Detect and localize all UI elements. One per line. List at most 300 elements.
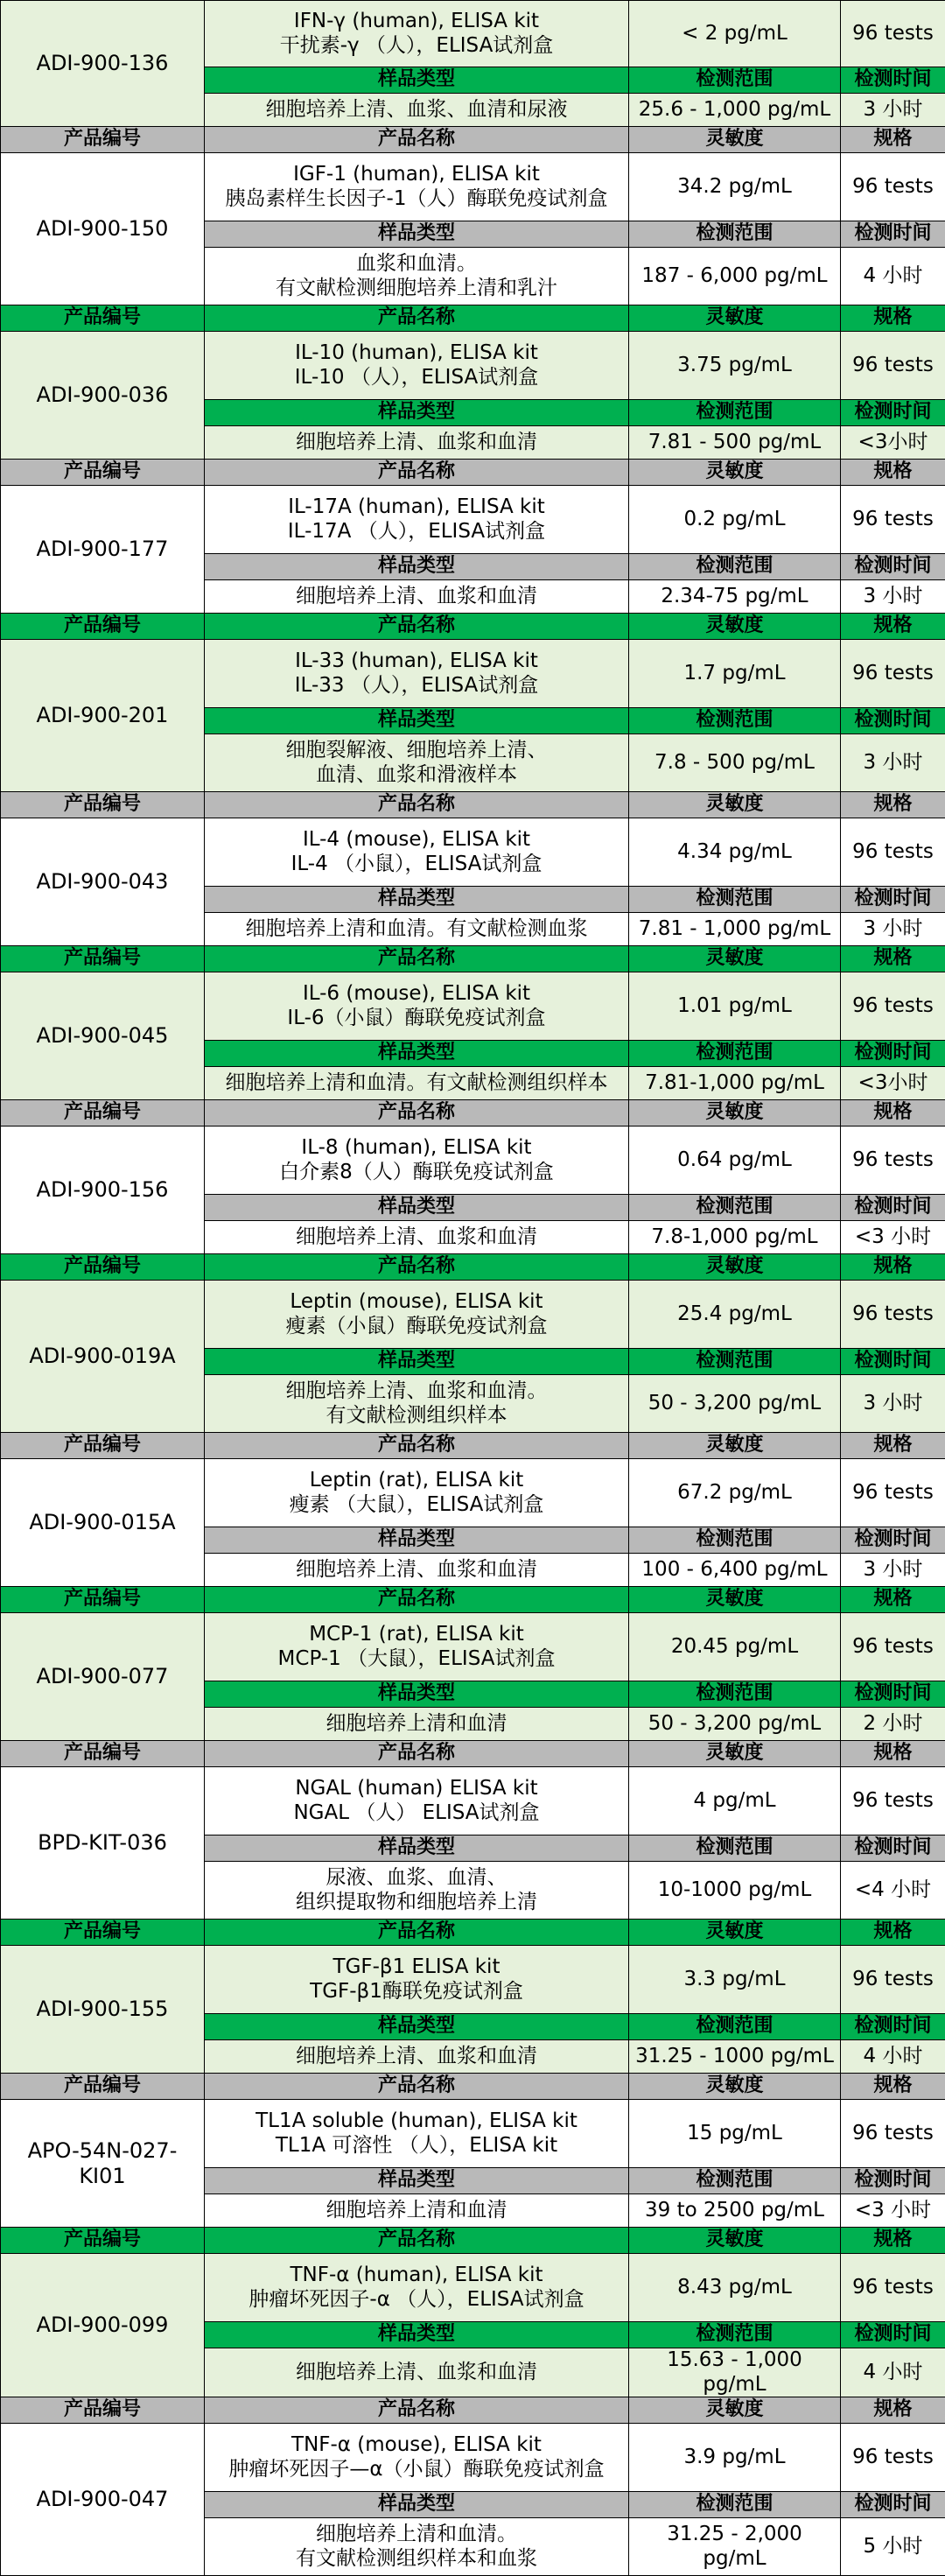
sample-type-line: 血清、血浆和滑液样本	[208, 763, 625, 788]
product-id: ADI-900-043	[1, 818, 205, 946]
sample-type-value	[205, 1554, 629, 1587]
header-sample-type: 样品类型	[205, 1195, 629, 1221]
spec-value: 96 tests	[841, 1767, 945, 1835]
sample-type-line: 细胞培养上清、血浆、血清和尿液	[208, 98, 625, 123]
header-detection-range: 检测范围	[629, 2322, 841, 2348]
header-detection-time: 检测时间	[841, 2168, 945, 2194]
detection-time-value: 4 小时	[841, 2040, 945, 2074]
product-name-row	[1, 640, 945, 708]
header-spec: 规格	[841, 1587, 945, 1613]
header-product-name: 产品名称	[205, 2397, 629, 2424]
header-product-id: 产品编号	[1, 946, 205, 972]
sample-type-value	[205, 1221, 629, 1254]
header-product-name: 产品名称	[205, 1920, 629, 1946]
product-header-row	[1, 460, 945, 486]
header-sample-type: 样品类型	[205, 1041, 629, 1067]
header-detection-range: 检测范围	[629, 2014, 841, 2040]
product-name-cn: IL-6（小鼠）酶联免疫试剂盒	[208, 1007, 625, 1031]
header-detection-time: 检测时间	[841, 1835, 945, 1862]
header-detection-range: 检测范围	[629, 554, 841, 580]
product-name-row	[1, 153, 945, 221]
detection-range-value: 50 - 3,200 pg/mL	[629, 1708, 841, 1741]
header-spec: 规格	[841, 792, 945, 818]
product-header-row	[1, 1433, 945, 1459]
product-name-cn: IL-10 （人），ELISA试剂盒	[208, 366, 625, 390]
product-name-en: Leptin (mouse), ELISA kit	[208, 1290, 625, 1315]
product-name-en: IL-33 (human), ELISA kit	[208, 649, 625, 674]
product-id: ADI-900-019A	[1, 1281, 205, 1433]
detection-range-value: 7.81 - 1,000 pg/mL	[629, 913, 841, 946]
sensitivity-value: 3.75 pg/mL	[629, 332, 841, 400]
header-sample-type: 样品类型	[205, 2322, 629, 2348]
product-name-cn: IL-33 （人），ELISA试剂盒	[208, 674, 625, 698]
product-name-en: IL-10 (human), ELISA kit	[208, 341, 625, 366]
header-sensitivity: 灵敏度	[629, 614, 841, 640]
header-spec: 规格	[841, 1254, 945, 1281]
spec-value: 96 tests	[841, 332, 945, 400]
header-product-name: 产品名称	[205, 127, 629, 153]
header-spec: 规格	[841, 1920, 945, 1946]
sensitivity-value: 67.2 pg/mL	[629, 1459, 841, 1527]
header-detection-time: 检测时间	[841, 554, 945, 580]
sensitivity-value: 0.64 pg/mL	[629, 1127, 841, 1195]
sample-type-line: 有文献检测组织样本和血浆	[208, 2547, 625, 2572]
header-sample-type: 样品类型	[205, 2492, 629, 2518]
sample-type-line: 细胞培养上清和血清	[208, 1712, 625, 1737]
detection-time-value: <3小时	[841, 426, 945, 460]
product-name	[205, 640, 629, 708]
header-sensitivity: 灵敏度	[629, 127, 841, 153]
sensitivity-value: 0.2 pg/mL	[629, 486, 841, 554]
header-product-name: 产品名称	[205, 1100, 629, 1127]
product-name-row	[1, 972, 945, 1041]
sample-type-value	[205, 2518, 629, 2576]
product-name	[205, 1946, 629, 2014]
header-detection-range: 检测范围	[629, 221, 841, 248]
header-detection-time: 检测时间	[841, 887, 945, 913]
spec-value: 96 tests	[841, 2100, 945, 2168]
product-name	[205, 2100, 629, 2168]
product-header-row	[1, 2074, 945, 2100]
header-product-name: 产品名称	[205, 305, 629, 332]
header-product-id: 产品编号	[1, 1587, 205, 1613]
product-name-cn: IL-17A （人），ELISA试剂盒	[208, 520, 625, 544]
sensitivity-value: 20.45 pg/mL	[629, 1613, 841, 1681]
product-name-row	[1, 332, 945, 400]
header-sample-type: 样品类型	[205, 221, 629, 248]
sensitivity-value: 25.4 pg/mL	[629, 1281, 841, 1349]
header-spec: 规格	[841, 127, 945, 153]
header-sample-type: 样品类型	[205, 67, 629, 94]
header-spec: 规格	[841, 2074, 945, 2100]
header-detection-range: 检测范围	[629, 1349, 841, 1375]
header-detection-range: 检测范围	[629, 67, 841, 94]
header-product-name: 产品名称	[205, 1433, 629, 1459]
product-header-row	[1, 2397, 945, 2424]
product-name-cn: 肿瘤坏死因子—α（小鼠）酶联免疫试剂盒	[208, 2458, 625, 2482]
product-name-row	[1, 2424, 945, 2492]
spec-value: 96 tests	[841, 1946, 945, 2014]
detection-range-value: 39 to 2500 pg/mL	[629, 2194, 841, 2228]
detection-range-value: 10-1000 pg/mL	[629, 1862, 841, 1920]
header-sensitivity: 灵敏度	[629, 2228, 841, 2254]
product-name-en: IFN-γ (human), ELISA kit	[208, 10, 625, 34]
product-name-row	[1, 818, 945, 887]
header-product-id: 产品编号	[1, 1100, 205, 1127]
product-name-en: IL-6 (mouse), ELISA kit	[208, 982, 625, 1007]
detection-range-value: 7.8 - 500 pg/mL	[629, 734, 841, 792]
sample-type-value	[205, 1067, 629, 1100]
sample-type-line: 细胞培养上清、血浆和血清	[208, 2361, 625, 2385]
detection-time-value: 5 小时	[841, 2518, 945, 2576]
sample-type-line: 细胞培养上清和血清。有文献检测组织样本	[208, 1071, 625, 1096]
detection-time-value: 3 小时	[841, 94, 945, 127]
sample-type-line: 细胞培养上清、血浆和血清	[208, 2045, 625, 2069]
header-product-name: 产品名称	[205, 2074, 629, 2100]
detection-range-value: 7.8-1,000 pg/mL	[629, 1221, 841, 1254]
product-header-row	[1, 305, 945, 332]
sample-type-line: 细胞培养上清、血浆和血清	[208, 1225, 625, 1250]
sample-type-value	[205, 734, 629, 792]
product-name	[205, 1, 629, 67]
product-name-en: TNF-α (human), ELISA kit	[208, 2264, 625, 2288]
sample-type-line: 细胞培养上清、血浆和血清	[208, 585, 625, 609]
product-id: ADI-900-099	[1, 2254, 205, 2397]
header-product-id: 产品编号	[1, 1741, 205, 1767]
header-spec: 规格	[841, 2397, 945, 2424]
sensitivity-value: 4.34 pg/mL	[629, 818, 841, 887]
header-product-id: 产品编号	[1, 1433, 205, 1459]
product-name	[205, 1459, 629, 1527]
product-name	[205, 972, 629, 1041]
product-name	[205, 818, 629, 887]
header-product-name: 产品名称	[205, 1254, 629, 1281]
product-name-cn: 干扰素-γ （人），ELISA试剂盒	[208, 34, 625, 59]
product-name-en: IL-8 (human), ELISA kit	[208, 1136, 625, 1161]
spec-value: 96 tests	[841, 1613, 945, 1681]
sample-type-line: 有文献检测组织样本	[208, 1404, 625, 1428]
header-detection-range: 检测范围	[629, 887, 841, 913]
header-sample-type: 样品类型	[205, 554, 629, 580]
spec-value: 96 tests	[841, 640, 945, 708]
sample-type-value	[205, 1375, 629, 1433]
header-product-name: 产品名称	[205, 1741, 629, 1767]
header-detection-time: 检测时间	[841, 1195, 945, 1221]
header-product-name: 产品名称	[205, 1587, 629, 1613]
product-id: ADI-900-077	[1, 1613, 205, 1741]
product-name-en: MCP-1 (rat), ELISA kit	[208, 1623, 625, 1647]
header-spec: 规格	[841, 305, 945, 332]
product-header-row	[1, 1254, 945, 1281]
header-product-id: 产品编号	[1, 614, 205, 640]
header-detection-range: 检测范围	[629, 1041, 841, 1067]
detection-range-value: 7.81 - 500 pg/mL	[629, 426, 841, 460]
product-name-en: Leptin (rat), ELISA kit	[208, 1469, 625, 1493]
product-name-en: TNF-α (mouse), ELISA kit	[208, 2433, 625, 2458]
sample-type-value	[205, 2040, 629, 2074]
product-name	[205, 1281, 629, 1349]
sample-type-line: 细胞培养上清、血浆和血清	[208, 1558, 625, 1583]
header-spec: 规格	[841, 460, 945, 486]
detection-range-value: 2.34-75 pg/mL	[629, 580, 841, 614]
header-detection-range: 检测范围	[629, 2492, 841, 2518]
header-sensitivity: 灵敏度	[629, 2074, 841, 2100]
sample-type-value	[205, 913, 629, 946]
sensitivity-value: 3.3 pg/mL	[629, 1946, 841, 2014]
detection-range-value: 187 - 6,000 pg/mL	[629, 248, 841, 305]
spec-value: 96 tests	[841, 486, 945, 554]
product-name	[205, 1613, 629, 1681]
product-header-row	[1, 2228, 945, 2254]
detection-time-value: <4 小时	[841, 1862, 945, 1920]
detection-time-value: 3 小时	[841, 580, 945, 614]
header-detection-range: 检测范围	[629, 1195, 841, 1221]
header-product-id: 产品编号	[1, 2397, 205, 2424]
table-body	[1, 1, 945, 2576]
header-spec: 规格	[841, 1433, 945, 1459]
product-header-row	[1, 1100, 945, 1127]
product-name-en: IL-17A (human), ELISA kit	[208, 495, 625, 520]
product-name-row	[1, 1767, 945, 1835]
product-id: ADI-900-201	[1, 640, 205, 792]
spec-value: 96 tests	[841, 1281, 945, 1349]
detection-range-value: 50 - 3,200 pg/mL	[629, 1375, 841, 1433]
header-product-id: 产品编号	[1, 2228, 205, 2254]
header-sample-type: 样品类型	[205, 400, 629, 426]
header-product-id: 产品编号	[1, 2074, 205, 2100]
sample-type-line: 细胞培养上清和血清。有文献检测血浆	[208, 917, 625, 942]
header-spec: 规格	[841, 1741, 945, 1767]
header-sample-type: 样品类型	[205, 2168, 629, 2194]
product-name	[205, 2424, 629, 2492]
detection-range-value: 15.63 - 1,000 pg/mL	[629, 2348, 841, 2397]
product-name-cn: 瘦素 （大鼠），ELISA试剂盒	[208, 1493, 625, 1518]
header-sample-type: 样品类型	[205, 1681, 629, 1708]
sample-type-value	[205, 248, 629, 305]
product-name-en: TGF-β1 ELISA kit	[208, 1955, 625, 1980]
sample-type-line: 有文献检测细胞培养上清和乳汁	[208, 277, 625, 301]
sample-type-value	[205, 426, 629, 460]
sample-type-value	[205, 1862, 629, 1920]
header-product-id: 产品编号	[1, 305, 205, 332]
product-name-cn: TGF-β1酶联免疫试剂盒	[208, 1980, 625, 2004]
sample-type-line: 组织提取物和细胞培养上清	[208, 1891, 625, 1915]
header-sample-type: 样品类型	[205, 1527, 629, 1554]
spec-value: 96 tests	[841, 2424, 945, 2492]
spec-value: 96 tests	[841, 2254, 945, 2322]
detection-time-value: 2 小时	[841, 1708, 945, 1741]
spec-value: 96 tests	[841, 818, 945, 887]
header-detection-range: 检测范围	[629, 1835, 841, 1862]
detection-time-value: 4 小时	[841, 2348, 945, 2397]
sensitivity-value: 15 pg/mL	[629, 2100, 841, 2168]
product-id: ADI-900-047	[1, 2424, 205, 2576]
header-spec: 规格	[841, 2228, 945, 2254]
product-name	[205, 1767, 629, 1835]
product-id: ADI-900-036	[1, 332, 205, 460]
sensitivity-value: 34.2 pg/mL	[629, 153, 841, 221]
sample-type-line: 细胞培养上清、血浆和血清	[208, 431, 625, 455]
header-sample-type: 样品类型	[205, 2014, 629, 2040]
sample-type-value	[205, 1708, 629, 1741]
product-name-cn: NGAL （人） ELISA试剂盒	[208, 1801, 625, 1826]
detection-time-value: 3 小时	[841, 913, 945, 946]
header-spec: 规格	[841, 614, 945, 640]
header-sensitivity: 灵敏度	[629, 1920, 841, 1946]
sample-type-value	[205, 2194, 629, 2228]
header-detection-time: 检测时间	[841, 708, 945, 734]
header-detection-time: 检测时间	[841, 1041, 945, 1067]
sensitivity-value: 1.01 pg/mL	[629, 972, 841, 1041]
product-id: ADI-900-156	[1, 1127, 205, 1254]
spec-value: 96 tests	[841, 1459, 945, 1527]
sample-type-line: 细胞培养上清和血清	[208, 2199, 625, 2223]
header-product-id: 产品编号	[1, 792, 205, 818]
header-detection-time: 检测时间	[841, 1681, 945, 1708]
product-name-row	[1, 2254, 945, 2322]
detection-time-value: <3小时	[841, 1067, 945, 1100]
header-detection-range: 检测范围	[629, 2168, 841, 2194]
header-sensitivity: 灵敏度	[629, 1100, 841, 1127]
sensitivity-value: < 2 pg/mL	[629, 1, 841, 67]
header-detection-time: 检测时间	[841, 2492, 945, 2518]
header-sensitivity: 灵敏度	[629, 1254, 841, 1281]
header-detection-range: 检测范围	[629, 708, 841, 734]
product-name-cn: 瘦素（小鼠）酶联免疫试剂盒	[208, 1315, 625, 1339]
detection-time-value: <3 小时	[841, 2194, 945, 2228]
spec-value: 96 tests	[841, 1127, 945, 1195]
sensitivity-value: 8.43 pg/mL	[629, 2254, 841, 2322]
sensitivity-value: 4 pg/mL	[629, 1767, 841, 1835]
spec-value: 96 tests	[841, 972, 945, 1041]
header-detection-range: 检测范围	[629, 400, 841, 426]
sample-type-line: 细胞培养上清和血清。	[208, 2523, 625, 2547]
detection-time-value: <3 小时	[841, 1221, 945, 1254]
header-product-id: 产品编号	[1, 460, 205, 486]
header-spec: 规格	[841, 946, 945, 972]
product-header-row	[1, 1920, 945, 1946]
header-detection-time: 检测时间	[841, 1527, 945, 1554]
product-name-row	[1, 2100, 945, 2168]
sample-type-line: 尿液、血浆、血清、	[208, 1866, 625, 1891]
product-name-cn: IL-4 （小鼠），ELISA试剂盒	[208, 853, 625, 877]
detection-time-value: 3 小时	[841, 1554, 945, 1587]
detection-range-value: 25.6 - 1,000 pg/mL	[629, 94, 841, 127]
header-product-name: 产品名称	[205, 2228, 629, 2254]
product-id: APO-54N-027-KI01	[1, 2100, 205, 2228]
product-name-row	[1, 1127, 945, 1195]
sensitivity-value: 3.9 pg/mL	[629, 2424, 841, 2492]
detection-time-value: 3 小时	[841, 1375, 945, 1433]
product-name-row	[1, 1281, 945, 1349]
header-sensitivity: 灵敏度	[629, 460, 841, 486]
detection-range-value: 31.25 - 2,000 pg/mL	[629, 2518, 841, 2576]
detection-range-value: 100 - 6,400 pg/mL	[629, 1554, 841, 1587]
product-name-cn: 肿瘤坏死因子-α （人），ELISA试剂盒	[208, 2288, 625, 2313]
product-id: ADI-900-015A	[1, 1459, 205, 1587]
header-spec: 规格	[841, 1100, 945, 1127]
header-product-id: 产品编号	[1, 1920, 205, 1946]
detection-time-value: 3 小时	[841, 734, 945, 792]
header-detection-time: 检测时间	[841, 2014, 945, 2040]
product-header-row	[1, 792, 945, 818]
product-name	[205, 1127, 629, 1195]
product-id: ADI-900-177	[1, 486, 205, 614]
header-product-name: 产品名称	[205, 460, 629, 486]
detection-range-value: 31.25 - 1000 pg/mL	[629, 2040, 841, 2074]
product-id: BPD-KIT-036	[1, 1767, 205, 1920]
product-name-en: IL-4 (mouse), ELISA kit	[208, 828, 625, 853]
product-name-row	[1, 1459, 945, 1527]
product-name	[205, 486, 629, 554]
product-header-row	[1, 127, 945, 153]
product-name-cn: MCP-1 （大鼠），ELISA试剂盒	[208, 1647, 625, 1672]
header-sample-type: 样品类型	[205, 1349, 629, 1375]
header-detection-range: 检测范围	[629, 1681, 841, 1708]
product-id: ADI-900-045	[1, 972, 205, 1100]
product-header-row	[1, 1587, 945, 1613]
product-name-en: NGAL (human) ELISA kit	[208, 1777, 625, 1801]
spec-value: 96 tests	[841, 153, 945, 221]
header-detection-time: 检测时间	[841, 2322, 945, 2348]
product-name-row	[1, 1946, 945, 2014]
sensitivity-value: 1.7 pg/mL	[629, 640, 841, 708]
detection-range-value: 7.81-1,000 pg/mL	[629, 1067, 841, 1100]
header-product-name: 产品名称	[205, 792, 629, 818]
header-product-name: 产品名称	[205, 946, 629, 972]
detection-time-value: 4 小时	[841, 248, 945, 305]
product-name-en: TL1A soluble (human), ELISA kit	[208, 2109, 625, 2134]
sample-type-line: 细胞裂解液、细胞培养上清、	[208, 739, 625, 763]
sample-type-line: 细胞培养上清、血浆和血清。	[208, 1379, 625, 1404]
header-sensitivity: 灵敏度	[629, 1433, 841, 1459]
header-sample-type: 样品类型	[205, 1835, 629, 1862]
sample-type-value	[205, 2348, 629, 2397]
header-detection-range: 检测范围	[629, 1527, 841, 1554]
product-name	[205, 332, 629, 400]
product-header-row	[1, 946, 945, 972]
sample-type-value	[205, 580, 629, 614]
header-sample-type: 样品类型	[205, 887, 629, 913]
sample-type-line: 血浆和血清。	[208, 252, 625, 277]
product-name	[205, 2254, 629, 2322]
sample-type-value	[205, 94, 629, 127]
product-id: ADI-900-150	[1, 153, 205, 305]
header-product-id: 产品编号	[1, 127, 205, 153]
product-name-cn: 胰岛素样生长因子-1（人）酶联免疫试剂盒	[208, 187, 625, 212]
header-sensitivity: 灵敏度	[629, 1741, 841, 1767]
header-detection-time: 检测时间	[841, 221, 945, 248]
spec-value: 96 tests	[841, 1, 945, 67]
header-sensitivity: 灵敏度	[629, 305, 841, 332]
header-detection-time: 检测时间	[841, 1349, 945, 1375]
header-sensitivity: 灵敏度	[629, 1587, 841, 1613]
product-name-row	[1, 1613, 945, 1681]
header-sensitivity: 灵敏度	[629, 946, 841, 972]
product-name	[205, 153, 629, 221]
header-product-id: 产品编号	[1, 1254, 205, 1281]
product-name-cn: TL1A 可溶性 （人），ELISA kit	[208, 2134, 625, 2158]
product-id: ADI-900-136	[1, 1, 205, 127]
product-name-row	[1, 1, 945, 67]
product-name-cn: 白介素8（人）酶联免疫试剂盒	[208, 1161, 625, 1185]
header-sensitivity: 灵敏度	[629, 2397, 841, 2424]
product-name-row	[1, 486, 945, 554]
product-id: ADI-900-155	[1, 1946, 205, 2074]
product-header-row	[1, 614, 945, 640]
header-sample-type: 样品类型	[205, 708, 629, 734]
header-detection-time: 检测时间	[841, 67, 945, 94]
